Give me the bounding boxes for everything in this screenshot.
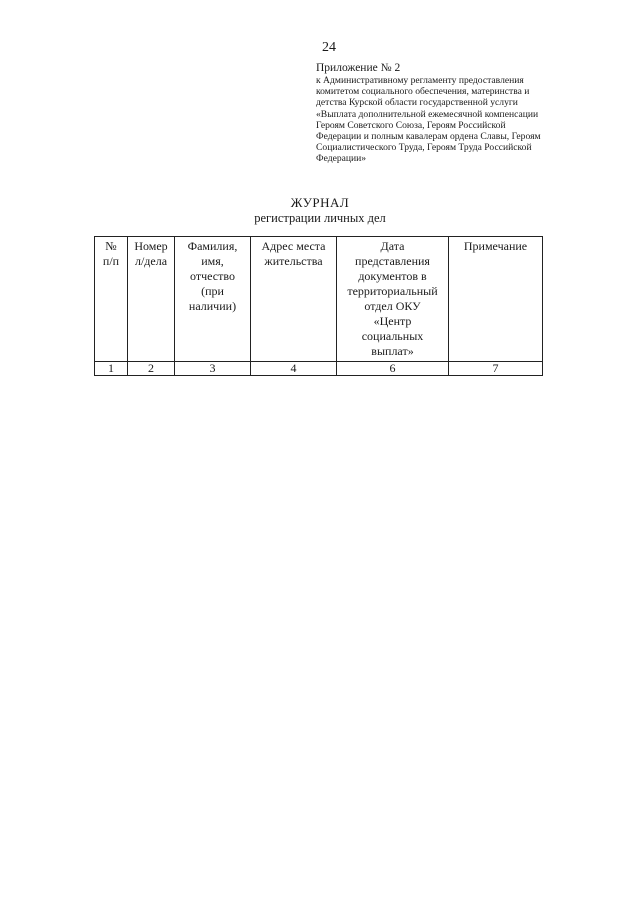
page-number: 24 bbox=[322, 40, 336, 55]
table-header-row bbox=[95, 237, 543, 362]
journal-title: ЖУРНАЛ bbox=[290, 195, 350, 210]
column-number-cell: 7 bbox=[449, 362, 543, 376]
annex-line: детства Курской области государственной услуги bbox=[316, 97, 518, 109]
column-number-cell: 1 bbox=[95, 362, 128, 376]
annex-line: к Административному регламенту предоставления bbox=[316, 75, 524, 86]
annex-line: «Выплата дополнительной ежемесячной компенсации bbox=[316, 108, 539, 120]
header-cell-note: Примечание bbox=[449, 237, 543, 362]
annex-line: Федерации и полным кавалерам ордена Славы, Героям bbox=[316, 131, 541, 143]
table-column-numbers-row bbox=[95, 362, 543, 376]
header-cell-address: Адрес места жительства bbox=[251, 237, 337, 362]
header-cell-file-number: Номер л/дела bbox=[128, 237, 175, 362]
column-number-cell: 4 bbox=[251, 362, 337, 376]
column-number-cell: 3 bbox=[175, 362, 251, 376]
annex-line: Федерации» bbox=[316, 153, 367, 165]
journal-table bbox=[94, 236, 543, 376]
annex-title: Приложение № 2 bbox=[316, 62, 401, 74]
header-cell-submission-date: Дата представления документов в территориальный отдел ОКУ «Центр социальных выплат» bbox=[337, 237, 449, 362]
annex-line: Социалистического Труда, Героям Труда Российской bbox=[316, 142, 532, 154]
annex-line: Героям Советского Союза, Героям Российской bbox=[316, 119, 506, 131]
header-cell-number: № п/п bbox=[95, 237, 128, 362]
column-number-cell: 2 bbox=[128, 362, 175, 376]
journal-subtitle: регистрации личных дел bbox=[254, 211, 386, 225]
annex-line: комитетом социального обеспечения, материнства и bbox=[316, 86, 530, 98]
header-cell-full-name: Фамилия, имя, отчество (при наличии) bbox=[175, 237, 251, 362]
annex-block bbox=[316, 62, 586, 165]
column-number-cell: 6 bbox=[337, 362, 449, 376]
